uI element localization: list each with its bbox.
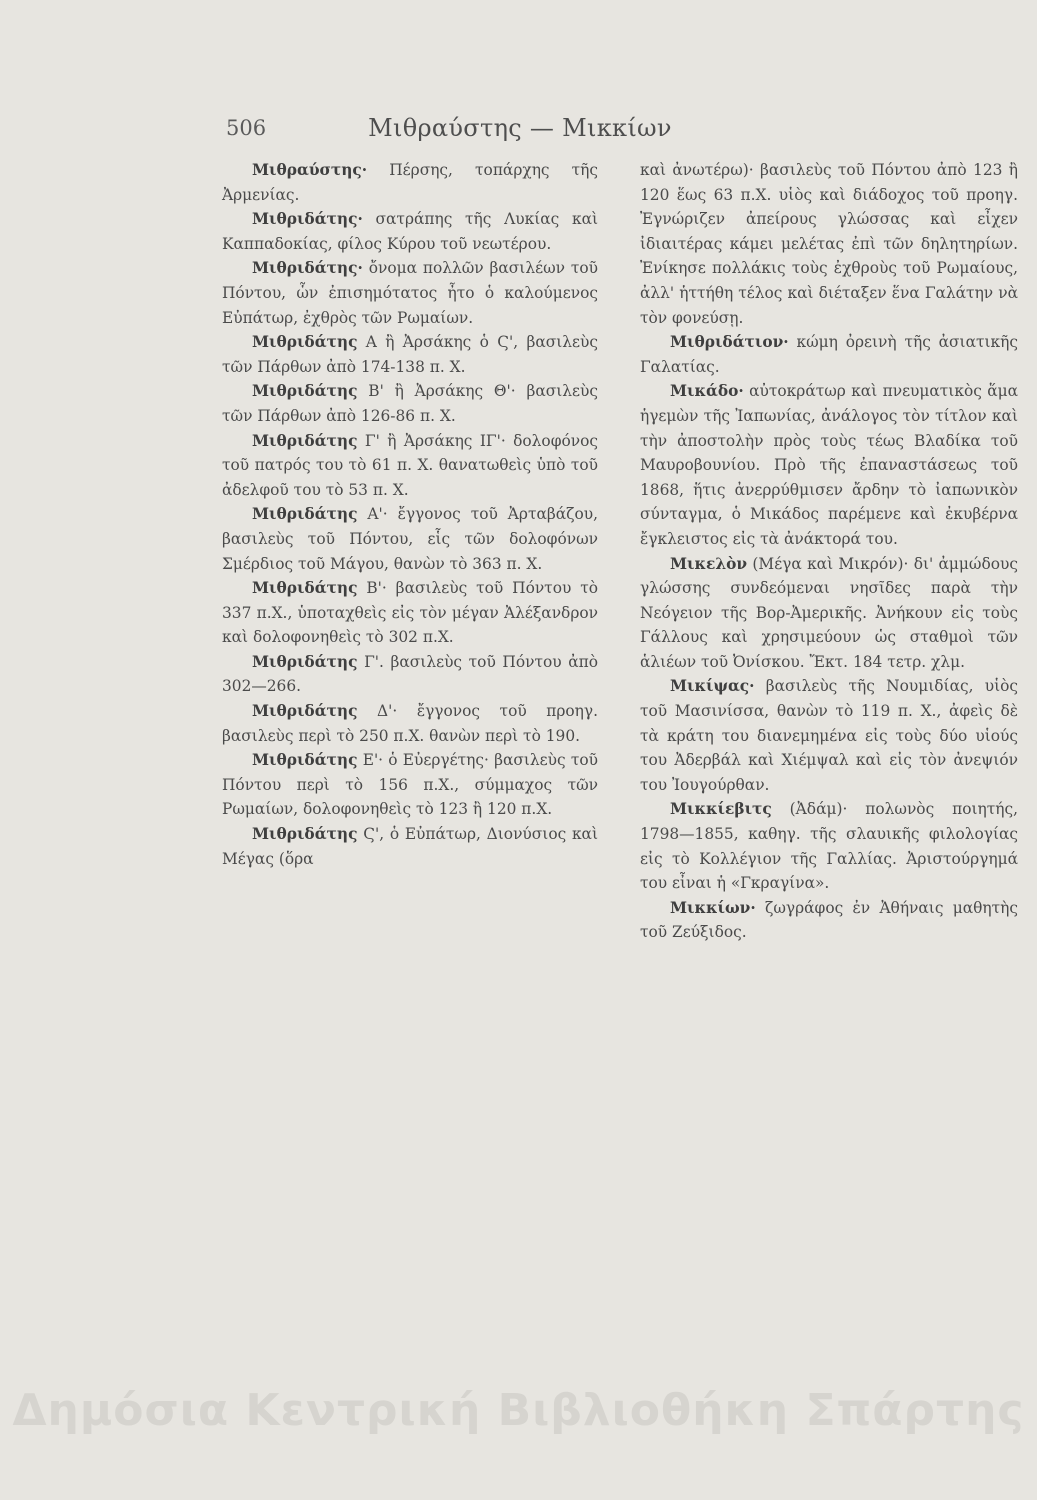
entry-headword: Μιθριδάτης· [252,259,363,278]
dictionary-entry [222,576,598,650]
dictionary-entry [640,330,1018,379]
entry-text: (Ἀδάμ)· πολωνὸς ποιητής, 1798—1855, καθηγ. τῆς σλαυικῆς φιλολογίας εἰς τὸ Κολλέγιον τῆς Γαλλίας. Ἀριστούργημά του εἶναι ἡ «Γκραγίνα». [640,800,1018,893]
entry-text: Β' ἢ Ἀρσάκης Θ'· βασιλεὺς τῶν Πάρθων ἀπὸ 126-86 π. Χ. [222,382,598,425]
entry-text: Δ'· ἔγγονος τοῦ προηγ. βασιλεὺς περὶ τὸ 250 π.Χ. θανὼν περὶ τὸ 190. [222,702,598,745]
entry-text: Πέρσης, τοπάρχης τῆς Ἀρμενίας. [222,161,598,204]
entry-text: βασιλεὺς τῆς Νουμιδίας, υἱὸς τοῦ Μασινίσσα, θανὼν τὸ 119 π. Χ., ἀφεὶς δὲ τὰ κράτη του διανεμημένα εἰς τοὺς δύο υἱούς του Ἀδερβάλ καὶ Χιέμψαλ καὶ εἰς τὸν ἀνεψιόν του Ἰουγούρθαν. [640,677,1018,794]
entry-text: (Μέγα καὶ Μικρόν)· δι' ἀμμώδους γλώσσης συνδεόμεναι νησῖδες παρὰ τὴν Νεόγειον τῆς Βορ-Ἀμερικῆς. Ἀνήκουν εἰς τοὺς Γάλλους καὶ χρησιμεύουν ὡς σταθμοὶ τῶν ἁλιέων τοῦ Ὀνίσκου. Ἔκτ. 184 τετρ. χλμ. [640,554,1018,671]
entry-headword: Μιθριδάτης [252,505,358,524]
dictionary-entry [222,502,598,576]
entry-headword: Μικίψας· [670,677,755,696]
entry-text: κώμη ὀρεινὴ τῆς ἀσιατικῆς Γαλατίας. [640,333,1018,376]
entry-headword: Μικελὸν [670,554,748,573]
entry-headword: Μιθριδάτης [252,579,358,598]
entry-text: σατράπης τῆς Λυκίας καὶ Καππαδοκίας, φίλος Κύρου τοῦ νεωτέρου. [222,210,598,253]
dictionary-entry [222,256,598,330]
entry-text: Α ἢ Ἀρσάκης ὁ Ϛ', βασιλεὺς τῶν Πάρθων ἀπὸ 174-138 π. Χ. [222,333,598,376]
dictionary-entry [640,896,1018,945]
entry-text: Ε'· ὁ Εὐεργέτης· βασιλεὺς τοῦ Πόντου περὶ τὸ 156 π.Χ., σύμμαχος τῶν Ρωμαίων, δολοφονηθεὶς τὸ 123 ἢ 120 π.Χ. [222,751,598,819]
entry-headword: Μιθριδάτης [252,751,358,770]
entry-text: Ϛ', ὁ Εὐπάτωρ, Διονύσιος καὶ Μέγας (ὅρα [222,825,598,868]
dictionary-entry [640,674,1018,797]
entry-headword: Μιθριδάτης [252,333,358,352]
entry-headword: Μιθριδάτης [252,652,358,671]
entry-headword: Μιθριδάτης [252,431,358,450]
entry-text: ζωγράφος ἐν Ἀθήναις μαθητὴς τοῦ Ζεύξιδος. [640,898,1018,942]
library-watermark: Δημόσια Κεντρική Βιβλιοθήκη Σπάρτης [12,1385,1025,1436]
dictionary-entry [222,379,598,428]
entry-text: Γ'. βασιλεὺς τοῦ Πόντου ἀπὸ 302—266. [222,652,598,696]
left-column [222,158,598,871]
entry-headword: Μικκίεβιτς [670,800,772,819]
dictionary-entry [222,158,598,207]
entry-headword: Μιθριδάτης [252,702,358,721]
dictionary-entry [222,822,598,871]
dictionary-entry [222,429,598,503]
entry-text: καὶ ἀνωτέρω)· βασιλεὺς τοῦ Πόντου ἀπὸ 123 ἢ 120 ἕως 63 π.Χ. υἱὸς καὶ διάδοχος τοῦ προηγ. Ἐγνώριζεν ἀπείρους γλώσσας καὶ εἶχεν ἰδιαιτέρας κάμει μελέτας ἐπὶ τῶν δηλητηρίων. Ἐνίκησε πολλάκις τοὺς ἐχθροὺς τοῦ Ρωμαίους, ἀλλ' ἡττήθη τέλος καὶ διέταξεν ἕνα Γαλάτην νὰ τὸν φονεύσῃ. [640,161,1018,327]
dictionary-entry [222,699,598,748]
entry-headword: Μιθριδάτης· [252,210,363,229]
entry-text: Β'· βασιλεὺς τοῦ Πόντου τὸ 337 π.Χ., ὑποταχθεὶς εἰς τὸν μέγαν Ἀλέξανδρον καὶ δολοφονηθεὶς τὸ 302 π.Χ. [222,579,598,647]
running-head: Μιθραύστης — Μικκίων [368,114,672,142]
entry-text: ὄνομα πολλῶν βασιλέων τοῦ Πόντου, ὧν ἐπισημότατος ἦτο ὁ καλούμενος Εὐπάτωρ, ἐχθρὸς τῶν Ρωμαίων. [222,259,598,327]
entry-text: Γ' ἢ Ἀρσάκης ΙΓ'· δολοφόνος τοῦ πατρός του τὸ 61 π. Χ. θανατωθεὶς ὑπὸ τοῦ ἀδελφοῦ του τὸ 53 π. Χ. [222,431,598,499]
dictionary-entry [640,379,1018,551]
entry-headword: Μιθριδάτης [252,382,358,401]
dictionary-entry [222,650,598,699]
dictionary-entry [222,748,598,822]
dictionary-entry [640,158,1018,330]
entry-headword: Μικκίων· [670,898,756,917]
page-header [220,110,820,150]
entry-text: Α'· ἔγγονος τοῦ Ἀρταβάζου, βασιλεὺς τοῦ Πόντου, εἷς τῶν δολοφόνων Σμέρδιος τοῦ Μάγου, θανὼν τὸ 363 π. Χ. [222,505,598,573]
entry-headword: Μιθριδάτιον· [670,333,789,352]
entry-headword: Μικάδο· [670,382,744,401]
entry-headword: Μιθριδάτης [252,825,358,844]
entry-text: αὐτοκράτωρ καὶ πνευματικὸς ἅμα ἡγεμὼν τῆς Ἰαπωνίας, ἀνάλογος τὸν τίτλον καὶ τὴν ἀποστολὴν πρὸς τοὺς τέως Βλαδίκα τοῦ Μαυροβουνίου. Πρὸ τῆς ἐπαναστάσεως τοῦ 1868, ἥτις ἀνερρύθμισεν ἄρδην τὸ ἰαπωνικὸν σύνταγμα, ὁ Μικάδος παρέμενε καὶ ἐκυβέρνα ἔγκλειστος εἰς τὰ ἀνάκτορά του. [640,382,1018,548]
dictionary-entry [222,207,598,256]
right-column [640,158,1018,945]
dictionary-entry [640,552,1018,675]
entry-headword: Μιθραύστης· [252,161,368,179]
dictionary-entry [222,330,598,379]
page-number: 506 [226,116,267,140]
dictionary-entry [640,797,1018,895]
